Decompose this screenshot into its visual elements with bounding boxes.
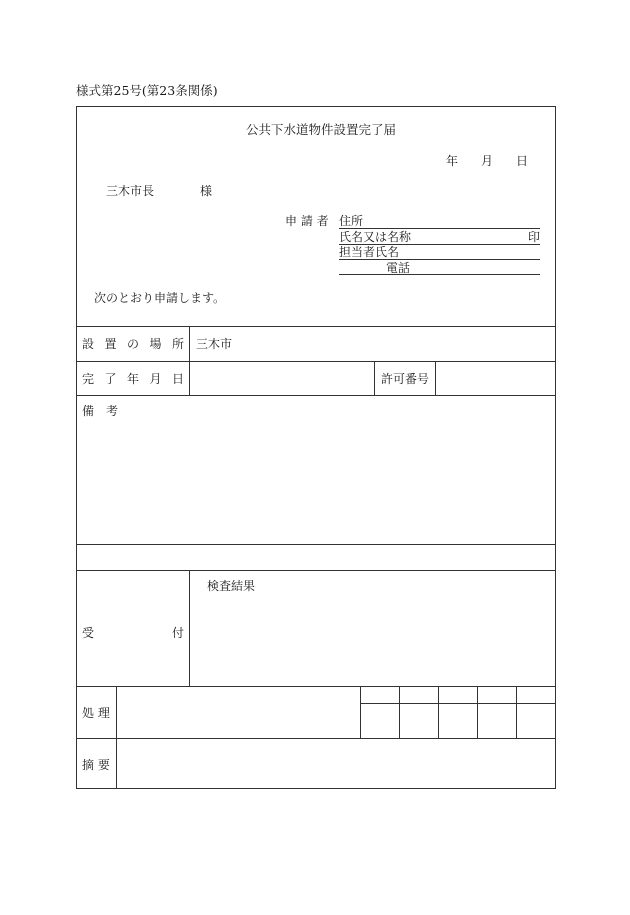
remarks-label: 備 考 xyxy=(82,404,119,418)
form-title: 公共下水道物件設置完了届 xyxy=(246,122,397,137)
divider-grid-2 xyxy=(399,686,400,738)
divider-permit-left xyxy=(374,361,375,395)
date-day: 日 xyxy=(516,154,529,168)
divider-grid-3 xyxy=(438,686,439,738)
location-value[interactable]: 三木市 xyxy=(196,337,233,351)
permit-number-label: 許可番号 xyxy=(381,372,430,386)
divider-processing-grid-mid xyxy=(360,703,556,704)
name-label: 氏名又は名称 xyxy=(339,230,412,244)
divider-processing-top xyxy=(76,686,556,687)
addressee-honorific: 様 xyxy=(200,184,213,198)
divider-permit-right xyxy=(435,361,436,395)
reception-label: 受 付 xyxy=(82,626,184,640)
address-field[interactable] xyxy=(339,228,540,229)
addressee-name: 三木市長 xyxy=(106,184,155,198)
divider-blank-top xyxy=(76,544,556,545)
summary-label: 摘 要 xyxy=(82,758,110,772)
location-label: 設 置 の 場 所 xyxy=(82,337,184,351)
divider-completion-top xyxy=(76,361,556,362)
form-number: 様式第25号(第23条関係) xyxy=(76,83,218,98)
date-month: 月 xyxy=(481,154,494,168)
contact-label: 担当者氏名 xyxy=(339,245,400,259)
divider-grid-1 xyxy=(360,686,361,738)
applicant-label: 申 請 者 xyxy=(285,214,329,228)
divider-reception-top xyxy=(76,570,556,571)
divider-processing-label xyxy=(116,686,117,789)
divider-reception-column xyxy=(189,570,190,686)
divider-label-column xyxy=(189,326,190,395)
contact-field[interactable] xyxy=(339,259,540,260)
inspection-result-label: 検査結果 xyxy=(207,579,256,593)
address-label: 住所 xyxy=(339,214,364,228)
divider-summary-top xyxy=(76,738,556,739)
divider-remarks-top xyxy=(76,395,556,396)
phone-field[interactable] xyxy=(339,274,540,275)
request-text: 次のとおり申請します。 xyxy=(94,291,226,305)
date-year: 年 xyxy=(446,154,459,168)
processing-label: 処 理 xyxy=(82,706,110,720)
divider-location-top xyxy=(76,326,556,327)
seal-mark: 印 xyxy=(528,230,541,244)
completion-date-label: 完 了 年 月 日 xyxy=(82,372,184,386)
divider-grid-4 xyxy=(477,686,478,738)
divider-grid-5 xyxy=(516,686,517,738)
phone-label: 電話 xyxy=(386,261,411,275)
